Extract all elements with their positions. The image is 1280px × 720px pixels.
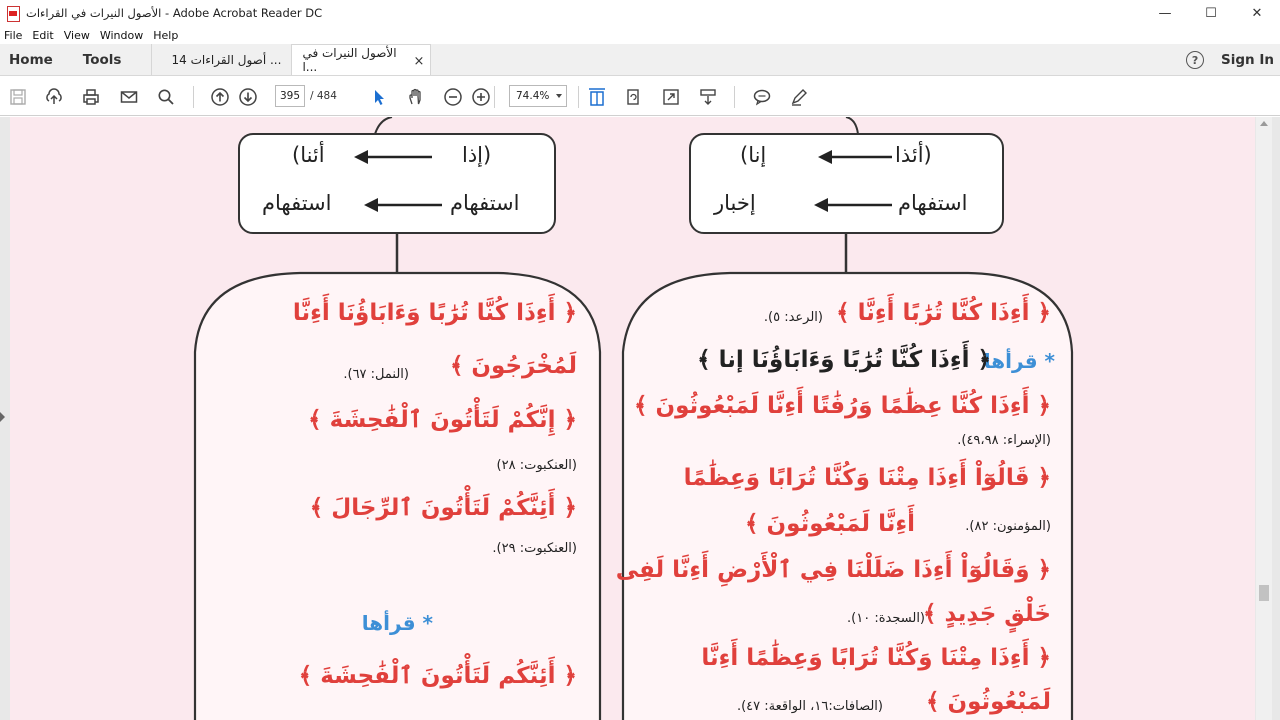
next-page-icon[interactable] (237, 86, 259, 108)
left-verse-3: ﴿ أَئِنَّكُمْ لَتَأْتُونَ ٱلرِّجَالَ ﴾ (309, 495, 577, 521)
toolbar-separator (193, 86, 194, 108)
scroll-up-icon[interactable] (1260, 121, 1268, 126)
hand-tool-icon[interactable] (405, 86, 427, 108)
minimize-button[interactable]: — (1158, 5, 1172, 21)
left-verse-1b: لَمُخْرَجُونَ ﴾ (449, 353, 577, 379)
tab-close-icon[interactable]: × (413, 53, 425, 69)
toolbar-separator (494, 86, 495, 108)
right-verse-6b: لَمَبْعُوثُونَ ﴾ (925, 689, 1051, 715)
tab-document-1-label: أصول القراءات 14 ... (171, 52, 282, 67)
tab-tools[interactable]: Tools (82, 51, 122, 68)
right-verse-5b: خَلْقٍ جَدِيدٍ ﴾ (923, 601, 1051, 627)
right-box-row2-right: إخبار (714, 191, 756, 215)
right-verse-4b: أَءِنَّا لَمَبْعُوثُونَ ﴾ (745, 511, 915, 537)
right-verse-6a: ﴿ أَءِذَا مِتْنَا وَكُنَّا تُرَابًا وَعِظَٰمًا أَءِنَّا (701, 645, 1051, 671)
menu-window[interactable]: Window (99, 28, 144, 42)
zoom-select[interactable] (509, 85, 567, 107)
left-verse-1a: ﴿ أَءِذَا كُنَّا تُرَٰبًا وَءَابَاؤُنَا أَءِنَّا (292, 300, 577, 326)
menu-help[interactable]: Help (153, 28, 179, 42)
right-verse-5a: ﴿ وَقَالُوٓاْ أَءِذَا ضَلَلْنَا فِي ٱلْأَرْضِ أَءِنَّا لَفِى (615, 557, 1051, 583)
document-area[interactable] (0, 117, 1280, 720)
right-box-row1-right: إنا) (740, 143, 767, 167)
sign-in-button[interactable]: Sign In (1221, 52, 1274, 68)
tab-home[interactable]: Home (9, 51, 53, 68)
right-box-row1-left: (أئذا (895, 143, 932, 167)
left-box-row2-right: استفهام (262, 191, 332, 215)
page-total: / 484 (310, 90, 337, 102)
window-controls (1142, 0, 1280, 26)
help-icon[interactable]: ? (1186, 51, 1204, 69)
menu-view[interactable]: View (63, 28, 90, 42)
right-verse-2: ﴿ أَءِذَا كُنَّا تُرَٰبًا وَءَابَاؤُنَا إنا ﴾ (697, 347, 991, 373)
window-title: الأصول النيرات في القراءات - Adobe Acrobat Reader DC (26, 6, 323, 20)
right-ref-6: (الصافات:١٦، الواقعة: ٤٧). (736, 699, 883, 714)
menu-bar (0, 26, 1280, 44)
left-ref-2: (العنكبوت: ٢٨) (496, 458, 577, 473)
acrobat-icon (6, 6, 20, 20)
right-ref-1: (الرعد: ٥). (763, 310, 823, 325)
tab-bar (0, 44, 1280, 76)
zoom-out-icon[interactable] (442, 86, 464, 108)
zoom-value: 74.4% (516, 90, 550, 102)
full-screen-icon[interactable] (660, 86, 682, 108)
tab-document-2[interactable] (291, 44, 431, 75)
previous-page-icon[interactable] (209, 86, 231, 108)
left-box-row2-left: استفهام (450, 191, 520, 215)
left-box-row1-left: (إذا (462, 143, 492, 167)
pdf-page (10, 117, 1255, 720)
title-bar (0, 0, 1280, 26)
toolbar-separator (734, 86, 735, 108)
scrollbar-thumb[interactable] (1259, 585, 1269, 601)
highlight-pen-icon[interactable] (788, 86, 810, 108)
left-box-row1-right: أئنا) (292, 143, 325, 167)
page-number-input[interactable]: 395 (275, 85, 305, 107)
right-box-row2-left: استفهام (898, 191, 968, 215)
comment-icon[interactable] (751, 86, 773, 108)
toolbar-separator (578, 86, 579, 108)
toolbar (0, 77, 1280, 116)
left-ref-1: (النمل: ٦٧). (343, 367, 409, 382)
left-ref-3: (العنكبوت: ٢٩). (492, 541, 577, 556)
maximize-button[interactable]: ☐ (1205, 5, 1217, 21)
tab-document-2-label: الأصول النيرات في ا... (302, 46, 397, 74)
fit-page-icon[interactable] (586, 86, 608, 108)
vertical-scrollbar[interactable] (1256, 117, 1272, 720)
tab-document-1[interactable] (151, 44, 291, 75)
scroll-mode-icon[interactable] (697, 86, 719, 108)
save-icon[interactable] (7, 86, 29, 108)
menu-file[interactable]: File (4, 28, 23, 42)
menu-edit[interactable]: Edit (32, 28, 54, 42)
select-cursor-icon[interactable] (368, 86, 390, 108)
email-icon[interactable] (118, 86, 140, 108)
upload-cloud-icon[interactable] (43, 86, 65, 108)
left-nav-arrow-icon[interactable] (0, 412, 5, 422)
close-button[interactable]: ✕ (1251, 5, 1263, 21)
right-verse-3: ﴿ أَءِذَا كُنَّا عِظَٰمًا وَرُفَٰتًا أَءِنَّا لَمَبْعُوثُونَ ﴾ (634, 393, 1051, 419)
right-ref-5: (السجدة: ١٠). (847, 611, 925, 626)
left-verse-4: ﴿ أَئِنَّكُم لَتَأْتُونَ ٱلْفَٰحِشَةَ ﴾ (298, 663, 577, 689)
print-icon[interactable] (80, 86, 102, 108)
right-ref-4: (المؤمنون: ٨٢). (965, 519, 1051, 534)
zoom-in-icon[interactable] (470, 86, 492, 108)
chevron-down-icon (556, 94, 562, 98)
right-ref-3: (الإسراء: ٤٩،٩٨). (957, 433, 1051, 448)
left-verse-2: ﴿ إِنَّكُمْ لَتَأْتُونَ ٱلْفَٰحِشَةَ ﴾ (308, 407, 577, 433)
right-qara-label: * قرأها (983, 349, 1055, 373)
diagram-lines (10, 117, 1255, 720)
rotate-page-icon[interactable] (622, 86, 644, 108)
right-verse-4a: ﴿ قَالُوٓاْ أَءِذَا مِتْنَا وَكُنَّا تُرَابًا وَعِظَٰمًا (683, 465, 1051, 491)
tabbar-right (1186, 44, 1274, 76)
search-icon[interactable] (155, 86, 177, 108)
right-verse-1: ﴿ أَءِذَا كُنَّا تُرَٰبًا أَءِنَّا ﴾ (836, 300, 1051, 326)
left-qara-label: * قرأها (361, 611, 433, 635)
